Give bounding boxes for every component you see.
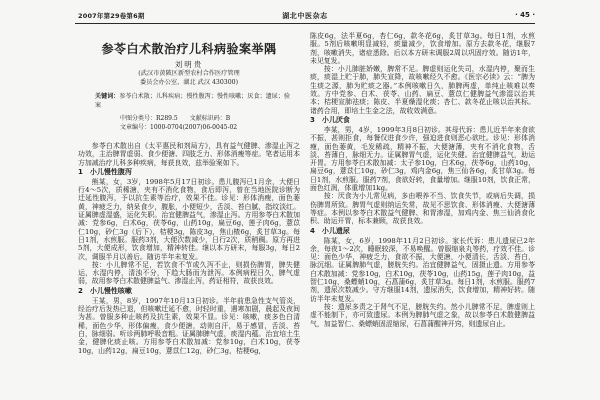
paragraph: 王某，男，8岁，1997年10月13日初诊。半年前患急性支气管炎，经治疗后发热已退，但咳嗽迁延不愈，时轻时重，遇寒加剧，晨起及夜间为甚。曾服多种止咳药及抗生素，效果不显。诊见：咳嗽，痰多色白清稀，面色少华，形体偏瘦，食少便溏，动则自汗，易于感冒，舌淡、苔白，脉细弱。听诊两肺呼吸音粗。证属肺脾气虚，痰湿内蕴。治宜培土生金，健脾化痰止咳。方用参苓白术散加减：党参10g，白术10g，茯苓10g，山药12g，扁豆10g，薏苡仁12g，砂仁3g，桔梗6g， bbox=[78, 296, 300, 355]
author-name: 刘明贵 bbox=[174, 60, 204, 69]
paragraph: 陈皮6g，法半夏6g，杏仁6g，款冬花6g，炙甘草3g。每日1剂，水煎服。5剂后咳嗽明显减轻，痰量减少，饮食增加。原方去款冬花，继服7剂，咳嗽消失，诸症悉除。后以本方研末调服2周以巩固疗效。随访1年，未见复发。 bbox=[310, 32, 535, 65]
classification-info bbox=[120, 115, 300, 123]
section-heading: 1 小儿慢性腹泻 bbox=[78, 168, 132, 177]
paragraph: 熊某，女，3岁，1998年5月17日初诊。患儿腹泻已1月余，大便日行4～5次，质稀溏，夹有不消化食物，食后即泻，曾在当地医院诊断为迁延性腹泻，予以抗生素等治疗，效果不佳。诊见：形体消瘦，面色萎黄，神疲乏力，纳呆食少，腹胀，小便短少，舌淡、苔白腻，指纹淡红。证属脾虚湿盛，运化失职。治宜健脾益气，渗湿止泻。方用参苓白术散加减：党参6g，白术6g，茯苓6g，山药10g，扁豆6g，莲子肉6g，薏苡仁10g，砂仁3g（后下），桔梗3g，陈皮3g，焦山楂6g，炙甘草3g。每日1剂，水煎服。服药3剂，大便次数减少，日行2次，质稍稠。原方再进5剂，大便成形，饮食增加，精神转佳。继以本方研末，每服3g，每日2次，调服半月以善后。随访半年未复发。 bbox=[78, 177, 300, 261]
paragraph: 按：小儿脾常不足，若饮食不节或久泻不止，则损伤脾胃，脾失健运，水湿内停，清浊不分，下趋大肠而为泄泻。本例病程日久，脾气虚弱，故用参苓白术散健脾益气、渗湿止泻，药证相符，故获良效。 bbox=[78, 260, 300, 286]
header-rule bbox=[75, 23, 535, 24]
paragraph: 李某，男，4岁，1999年3月8日初诊。其母代诉：患儿近半年来食欲不振，甚则拒食，每餐仅进食少许，强迫进食则恶心欲吐。诊见：形体消瘦，面色萎黄，毛发稀疏，精神不振，大便溏薄，夹有不消化食物，舌淡、苔薄白，脉细无力。证属脾胃气虚，运化失健。治宜健脾益气，助运开胃。方用参苓白术散加减：太子参10g，白术6g，茯苓6g，山药10g，扁豆6g，薏苡仁10g，砂仁3g，鸡内金6g，焦三仙各6g，炙甘草3g。每日1剂，水煎服。服药7剂，食欲好转，食量增加。继服10剂，饮食正常，面色红润，体重增加1kg。 bbox=[310, 125, 535, 193]
paragraph: 按：小儿肺脏娇嫩，脾常不足。脾虚则运化失司，水湿内停，聚而生痰，痰湿上贮于肺，肺失宣降，故咳嗽经久不愈。《医宗必读》云：“脾为生痰之源，肺为贮痰之器。”本例咳嗽日久，肺脾两虚，单纯止咳难以奏效。方中党参、白术、茯苓、山药、扁豆、薏苡仁健脾益气渗湿以治其本；桔梗宣肺祛痰；陈皮、半夏燥湿化痰；杏仁、款冬花止咳以治其标。诸药合用，即培土生金之法，故收效满意。 bbox=[310, 65, 535, 115]
section-heading: 3 小儿厌食 bbox=[310, 116, 350, 125]
keywords bbox=[95, 93, 290, 110]
journal-issue: 2007年第29卷第6期 bbox=[78, 12, 145, 20]
paragraph: 陈某，女，6岁，1998年11月2日初诊。家长代诉：患儿遗尿已2年余，每夜1～2次，睡眠较深，不易唤醒。曾服缩泉丸等药，疗效不佳。诊见：面色少华，神疲乏力，食欲不振，大便溏，小便清长，舌淡、苔白，脉沉细。证属脾肺气虚，膀胱失约。治宜健脾益气，固摄止遗。方用参苓白术散加减：党参10g，白术10g，茯苓10g，山药15g，莲子肉10g，益智仁10g，桑螵蛸10g，石菖蒲6g，炙甘草3g。每日1剂，水煎服。服药7剂，遗尿次数减少。守方继服14剂，遗尿消失，饮食增加，精神好转。随访半年未复发。 bbox=[310, 236, 535, 303]
article-title: 参苓白术散治疗儿科病验案举隅 bbox=[101, 42, 277, 56]
paragraph: 参苓白术散出自《太平惠民和剂局方》，具有益气健脾、渗湿止泻之功效，主治脾胃虚弱、食少便溏、四肢乏力、形体消瘦等症。笔者运用本方加减治疗儿科多种疾病，每获良效，兹举验案如下。 bbox=[78, 142, 300, 167]
keywords-label: 关键词： bbox=[95, 93, 120, 100]
keywords-text: 参苓白术散；儿科疾病；慢性腹泻；慢性咳嗽；厌食；遗尿；验案 bbox=[95, 93, 290, 109]
page-number: · 45 · bbox=[515, 11, 535, 19]
document-code: 文献标识码：B bbox=[189, 115, 231, 122]
clc-number: 中图分类号：R289.5 bbox=[120, 115, 178, 122]
section-heading: 4 小儿遗尿 bbox=[310, 227, 350, 236]
affiliation-line: (武汉市黄陂区新型农村合作医疗管理 bbox=[138, 70, 240, 77]
journal-name: 湖北中医杂志 bbox=[282, 11, 328, 20]
paragraph: 按：遗尿多责之于肾气不足，膀胱失约。然小儿脾常不足，脾虚则上虚不能制下，亦可致遗尿。本例为脾肺气虚之象，故以参苓白术散健脾益气，加益智仁、桑螵蛸固涩缩尿，石菖蒲醒神开窍，则遗尿自止。 bbox=[310, 302, 535, 328]
section-heading: 2 小儿慢性咳嗽 bbox=[78, 287, 132, 296]
right-column bbox=[310, 32, 535, 396]
paragraph: 按：厌食为小儿常见病，多由喂养不当、饮食失节，或病后失调，损伤脾胃所致。脾胃气虚则纳运失常，故见不思饮食、形体消瘦、大便溏薄等症。本例以参苓白术散益气健脾、和胃渗湿，加鸡内金、焦三仙消食化积、助运开胃，标本兼顾，故获良效。 bbox=[310, 192, 535, 226]
article-number: 文章编号：1000-0704(2007)06-0045-02 bbox=[120, 124, 238, 131]
affiliation-line: 委员会办公室，湖北 武汉 430300) bbox=[139, 79, 239, 86]
author-affiliation bbox=[78, 69, 300, 87]
left-column bbox=[78, 142, 300, 396]
